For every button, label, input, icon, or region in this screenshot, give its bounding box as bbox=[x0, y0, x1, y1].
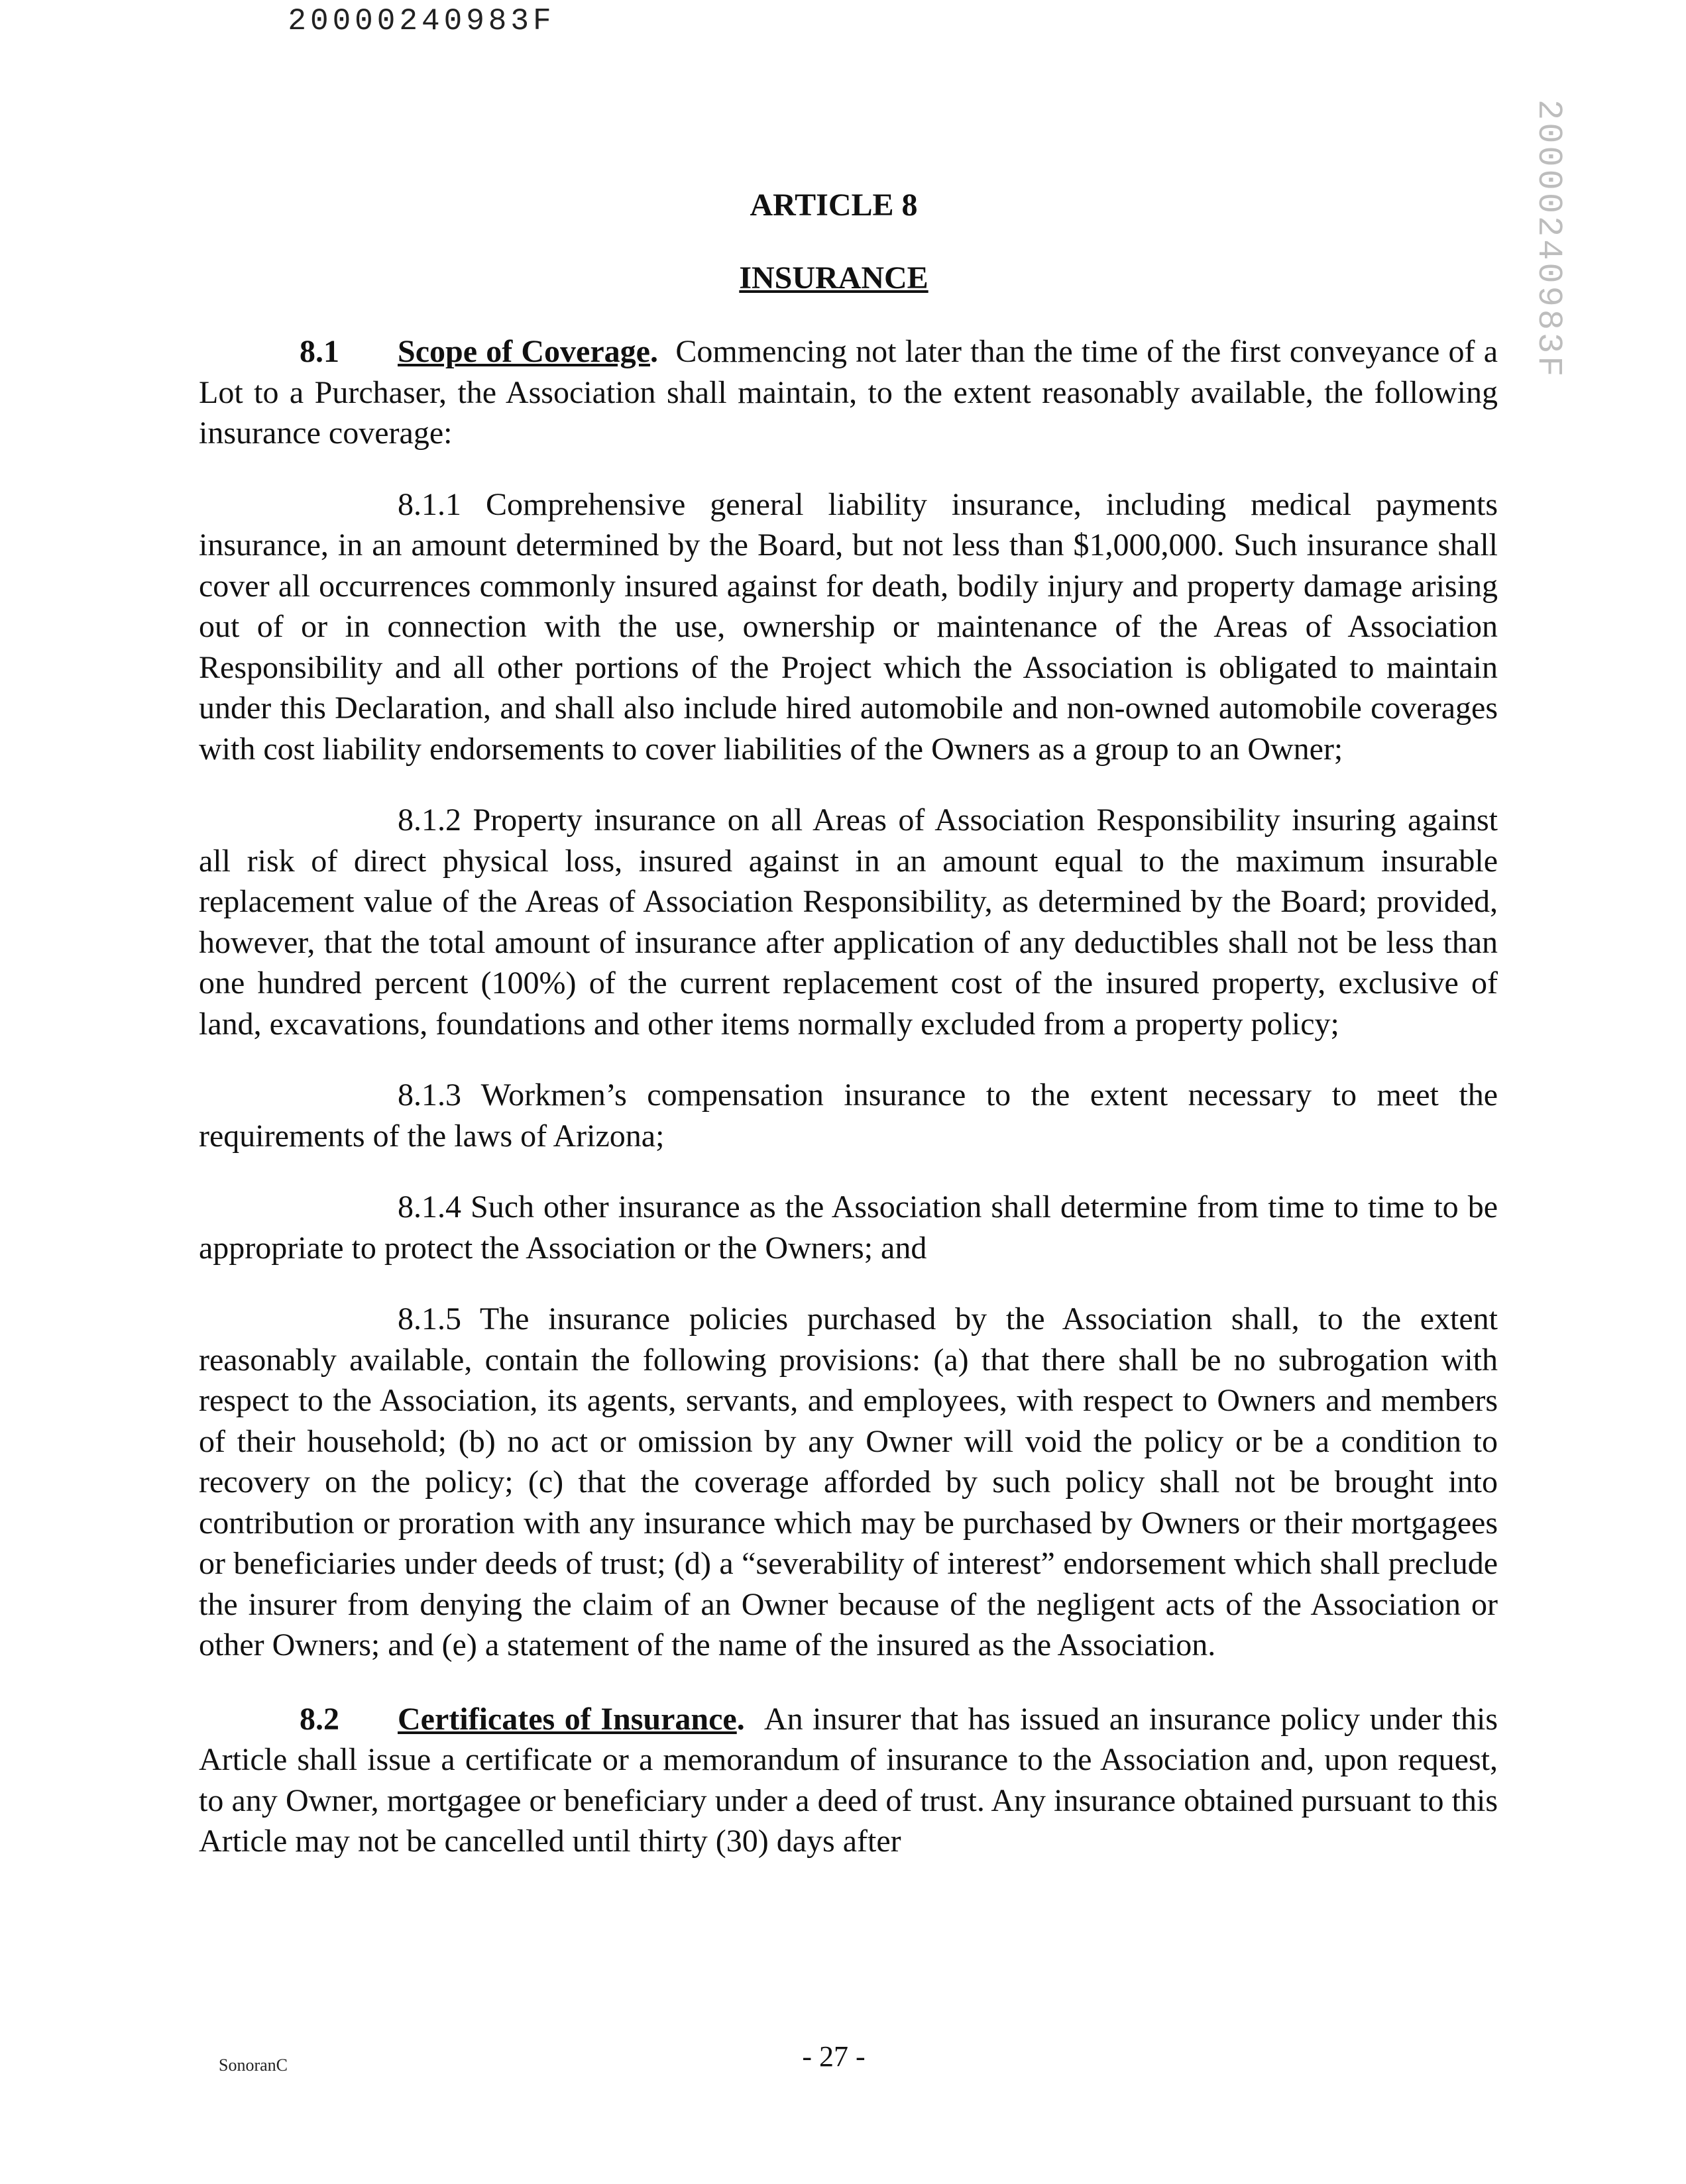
page-number: - 27 - bbox=[802, 2040, 866, 2073]
section-text: Commencing not later than the time of the first conveyance of a Lot to a Purchaser, the Association shall maintain, to the extent reasonably available, the following insurance coverage: bbox=[199, 334, 1498, 451]
subsection-number: 8.1.4 bbox=[398, 1189, 461, 1225]
section-heading: Scope of Coverage bbox=[398, 334, 650, 369]
subsection-text: Workmen’s compensation insurance to the extent necessary to meet the requirements of the laws of Arizona; bbox=[199, 1077, 1498, 1154]
section-8-1-2 bbox=[199, 800, 1498, 1044]
subsection-number: 8.1.3 bbox=[398, 1077, 461, 1113]
section-8-1-3 bbox=[199, 1075, 1498, 1156]
section-8-1-1 bbox=[199, 484, 1498, 770]
footer-document-label: SonoranC bbox=[219, 2055, 288, 2075]
document-body bbox=[199, 331, 1498, 1862]
section-8-1-4 bbox=[199, 1187, 1498, 1268]
section-text: An insurer that has issued an insurance policy under this Article shall issue a certificate or a memorandum of insurance to the Association and, upon request, to any Owner, mortgagee or beneficiary under a deed of trust. Any insurance obtained pursuant to this Article may not be cancelled until thirty (30) days after bbox=[199, 1701, 1498, 1859]
section-number: 8.2 bbox=[300, 1701, 339, 1737]
section-heading: Certificates of Insurance bbox=[398, 1701, 737, 1737]
subsection-text: Comprehensive general liability insurance, including medical payments insurance, in an amount determined by the Board, but not less than $1,000,000. Such insurance shall cover all occurrences commonly insured against for death, bodily injury and property damage arising out of or in connection with the use, ownership or maintenance of the Areas of Association Responsibility and all other portions of the Project which the Association is obligated to maintain under this Declaration, and shall also include hired automobile and non-owned automobile coverages with cost liability endorsements to cover liabilities of the Owners as a group to an Owner; bbox=[199, 486, 1498, 767]
article-title: INSURANCE bbox=[739, 260, 928, 296]
subsection-text: Property insurance on all Areas of Association Responsibility insuring against all risk of direct physical loss, insured against in an amount equal to the maximum insurable replacement value of the Areas of Association Responsibility, as determined by the Board; provided, however, that the total amount of insurance after application of any deductibles shall not be less than one hundred percent (100%) of the current replacement cost of the insured property, exclusive of land, excavations, foundations and other items normally excluded from a property policy; bbox=[199, 802, 1498, 1042]
subsection-text: The insurance policies purchased by the Association shall, to the extent reasonably available, contain the following provisions: (a) that there shall be no subrogation with respect to the Association, its agents, servants, and employees, with respect to Owners and members of their household; (b) no act or omission by any Owner will void the policy or be a condition to recovery on the policy; (c) that the coverage afforded by such policy shall not be brought into contribution or proration with any insurance which may be purchased by Owners or their mortgagees or beneficiaries under deeds of trust; (d) a “severability of interest” endorsement which shall preclude the insurer from denying the claim of an Owner because of the negligent acts of the Association or other Owners; and (e) a statement of the name of the insured as the Association. bbox=[199, 1301, 1498, 1663]
heading-period: . bbox=[736, 1701, 745, 1737]
subsection-number: 8.1.2 bbox=[398, 802, 461, 838]
side-stamp: 20000240983F bbox=[1529, 99, 1568, 380]
article-number: ARTICLE 8 bbox=[750, 188, 918, 223]
section-8-2 bbox=[199, 1699, 1498, 1862]
subsection-text: Such other insurance as the Association shall determine from time to time to be appropriate to protect the Association or the Owners; and bbox=[199, 1189, 1498, 1266]
section-number: 8.1 bbox=[300, 334, 339, 369]
section-8-1-5 bbox=[199, 1299, 1498, 1666]
subsection-number: 8.1.5 bbox=[398, 1301, 461, 1337]
heading-period: . bbox=[649, 334, 658, 369]
document-id-header: 20000240983F bbox=[288, 4, 555, 38]
subsection-number: 8.1.1 bbox=[398, 486, 461, 522]
section-8-1 bbox=[199, 331, 1498, 454]
